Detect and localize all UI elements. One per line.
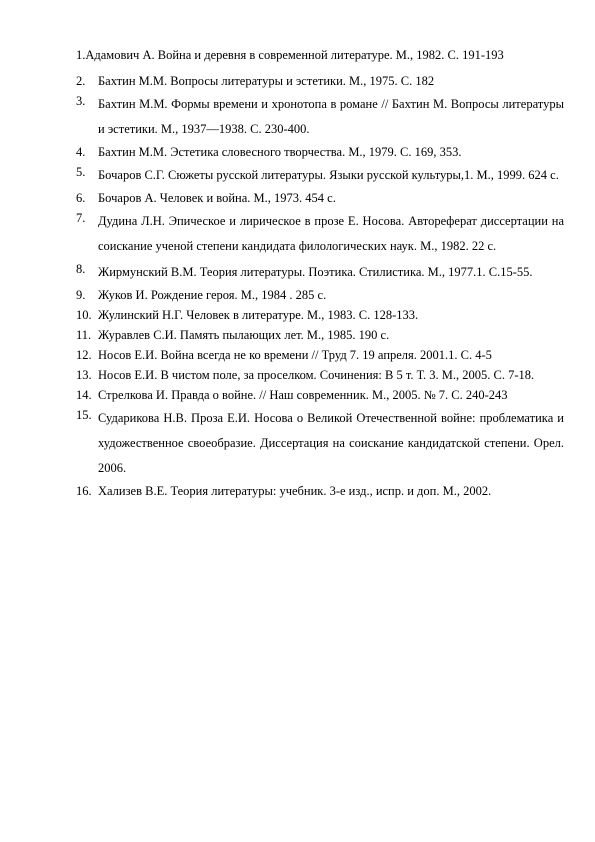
bibliography-item xyxy=(76,143,564,162)
item-number: 11. xyxy=(76,328,92,342)
bibliography-item xyxy=(76,482,564,501)
bibliography-item xyxy=(76,92,564,142)
item-number: 14. xyxy=(76,388,92,402)
bibliography-item xyxy=(76,209,564,259)
bibliography-item xyxy=(76,406,564,481)
bibliography-item xyxy=(76,386,564,405)
item-text: Жирмунский В.М. Теория литературы. Поэтика. Стилистика. М., 1977.1. С.15-55. xyxy=(98,265,533,279)
item-number: 5. xyxy=(76,165,86,179)
item-number: 10. xyxy=(76,308,92,322)
bibliography-item xyxy=(76,286,564,305)
bibliography-list xyxy=(76,46,564,502)
item-text: Носов Е.И. Война всегда не ко времени // Труд 7. 19 апреля. 2001.1. С. 4-5 xyxy=(98,348,492,362)
item-text: Журавлев С.И. Память пылающих лет. М., 1985. 190 с. xyxy=(98,328,390,342)
bibliography-item xyxy=(76,46,564,65)
bibliography-item xyxy=(76,260,564,285)
item-text: Жуков И. Рождение героя. М., 1984 . 285 с. xyxy=(98,288,327,302)
item-number: 16. xyxy=(76,484,92,498)
item-text: Адамович А. Война и деревня в современной литературе. М., 1982. С. 191-193 xyxy=(85,48,504,62)
item-number: 13. xyxy=(76,368,92,382)
item-text: Бочаров А. Человек и война. М., 1973. 454 с. xyxy=(98,191,336,205)
item-number: 4. xyxy=(76,145,86,159)
item-number: 6. xyxy=(76,191,86,205)
bibliography-item xyxy=(76,326,564,345)
item-number: 2. xyxy=(76,74,86,88)
item-text: Бахтин М.М. Вопросы литературы и эстетики. М., 1975. С. 182 xyxy=(98,74,435,88)
item-text: Стрелкова И. Правда о войне. // Наш современник. М., 2005. № 7. С. 240-243 xyxy=(98,388,508,402)
bibliography-item xyxy=(76,366,564,385)
item-number: 3. xyxy=(76,94,86,108)
item-text: Жулинский Н.Г. Человек в литературе. М., 1983. С. 128-133. xyxy=(98,308,419,322)
item-text: Бахтин М.М. Формы времени и хронотопа в романе // Бахтин М. Вопросы литературы и эстетики. М., 1937—1938. С. 230-400. xyxy=(98,97,564,136)
item-text: Дудина Л.Н. Эпическое и лирическое в прозе Е. Носова. Автореферат диссертации на соискание ученой степени кандидата филологических наук. М., 1982. 22 с. xyxy=(98,214,564,253)
item-text: Хализев В.Е. Теория литературы: учебник. 3-е изд., испр. и доп. М., 2002. xyxy=(98,484,492,498)
bibliography-item xyxy=(76,346,564,365)
bibliography-item xyxy=(76,306,564,325)
item-number: 9. xyxy=(76,288,86,302)
item-number: 15. xyxy=(76,408,92,422)
item-text: Носов Е.И. В чистом поле, за проселком. Сочинения: В 5 т. Т. 3. М., 2005. С. 7-18. xyxy=(98,368,535,382)
item-text: Сударикова Н.В. Проза Е.И. Носова о Великой Отечественной войне: проблематика и художественное своеобразие. Диссертация на соискание кандидатской степени. Орел. 2006. xyxy=(98,411,564,475)
item-number: 1. xyxy=(76,48,86,62)
item-number: 12. xyxy=(76,348,92,362)
item-number: 8. xyxy=(76,262,86,276)
item-text: Бахтин М.М. Эстетика словесного творчества. М., 1979. С. 169, 353. xyxy=(98,145,462,159)
bibliography-item xyxy=(76,163,564,188)
bibliography-item xyxy=(76,72,564,91)
item-number: 7. xyxy=(76,211,86,225)
bibliography-item xyxy=(76,189,564,208)
item-text: Бочаров С.Г. Сюжеты русской литературы. Языки русской культуры,1. М., 1999. 624 с. xyxy=(98,168,559,182)
